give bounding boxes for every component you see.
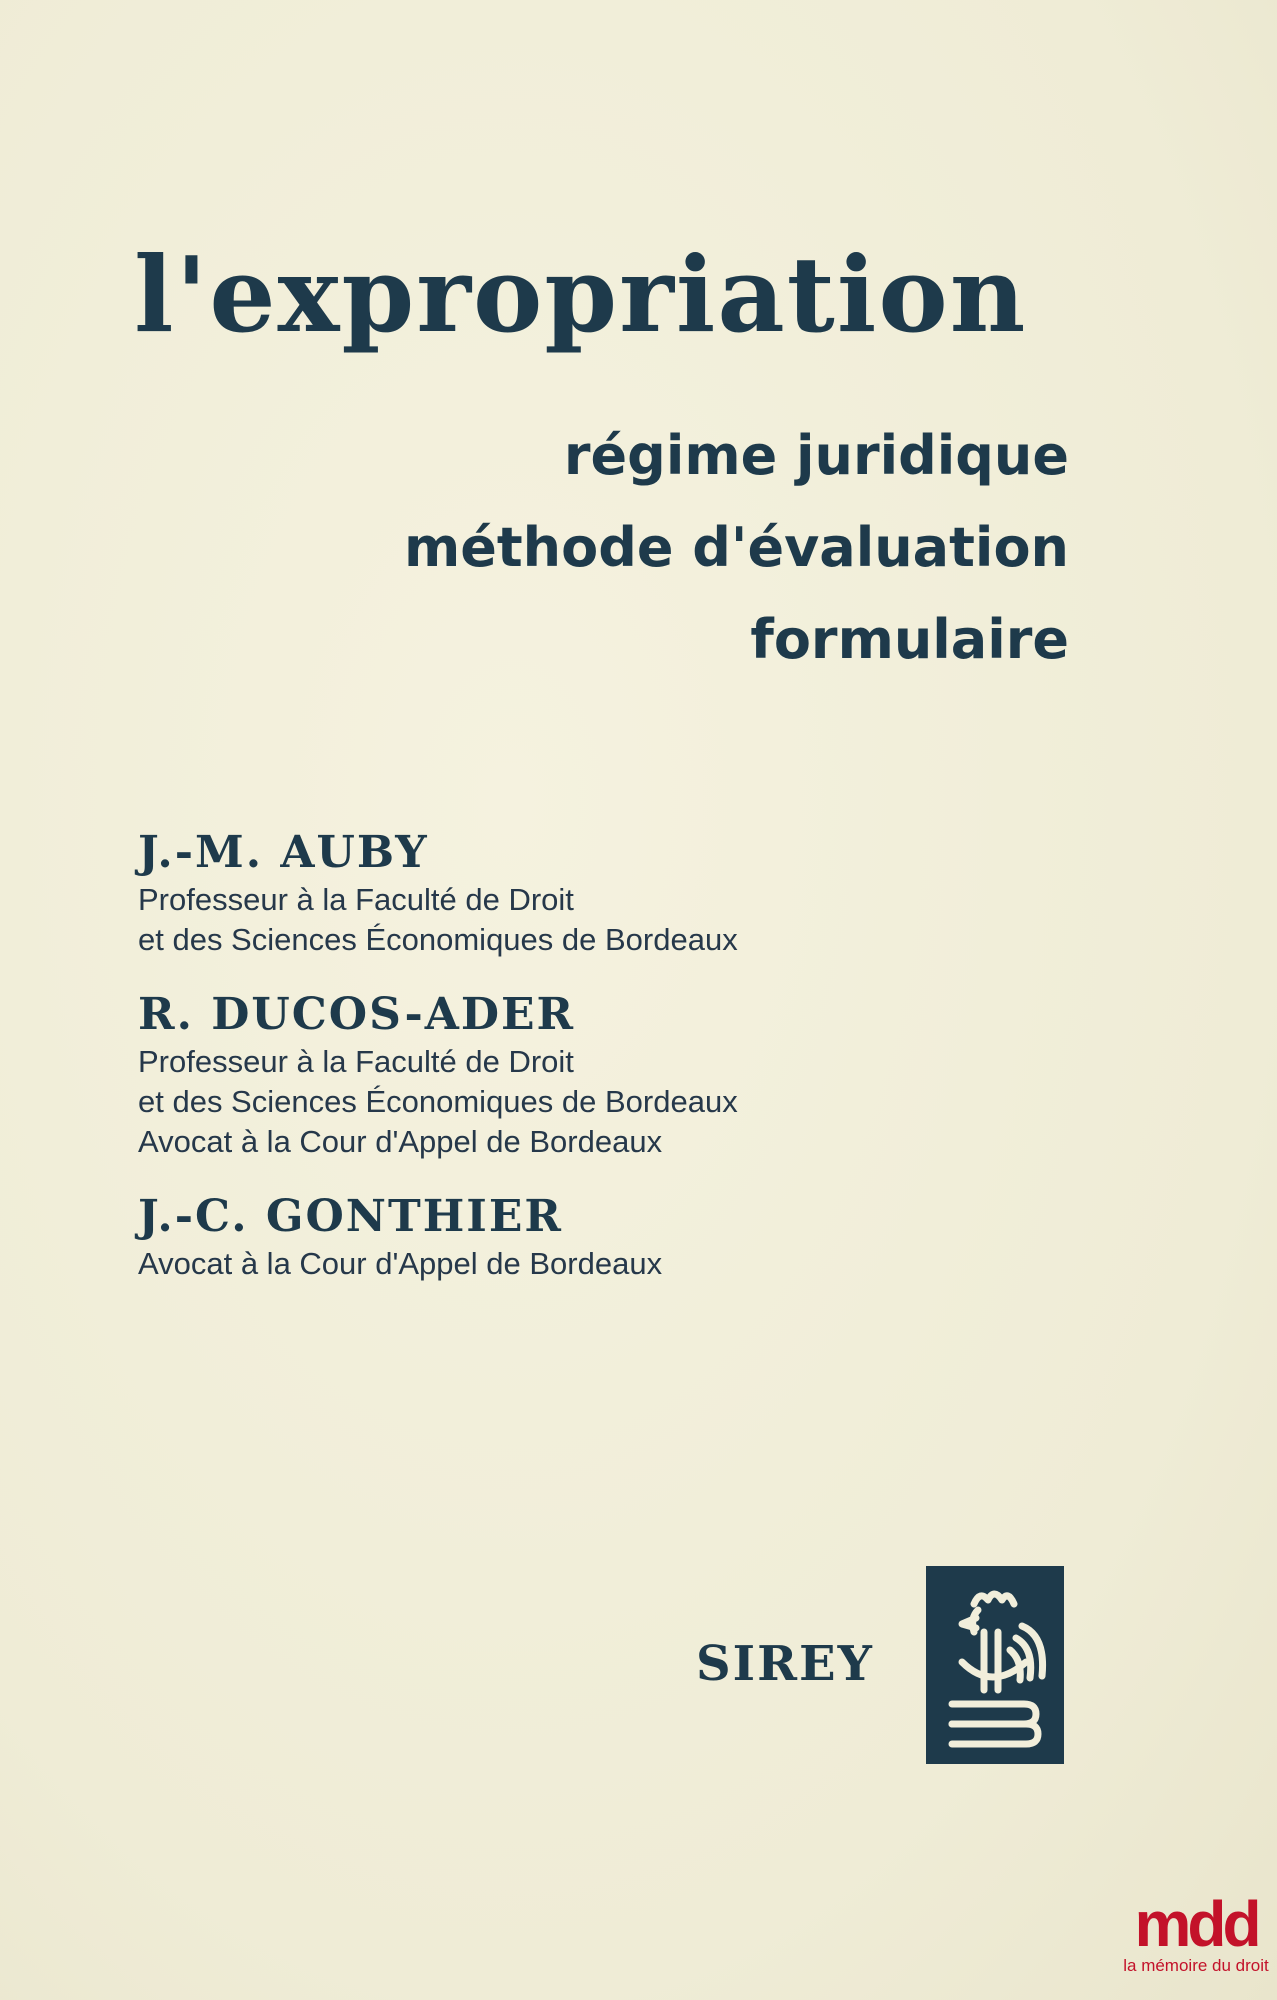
author-role: et des Sciences Économiques de Bordeaux <box>138 922 738 957</box>
author-role: et des Sciences Économiques de Bordeaux <box>138 1084 738 1119</box>
author-entry <box>138 826 738 960</box>
author-role: Avocat à la Cour d'Appel de Bordeaux <box>138 1124 663 1159</box>
author-role: Professeur à la Faculté de Droit <box>138 882 574 917</box>
subtitle-line: formulaire <box>750 608 1069 671</box>
author-role: Professeur à la Faculté de Droit <box>138 1044 574 1079</box>
subtitle-line: méthode d'évaluation <box>403 516 1069 579</box>
book-subtitles <box>404 410 1069 686</box>
author-name: J.-C. GONTHIER <box>138 1191 563 1242</box>
author-entry <box>138 988 738 1162</box>
rooster-on-book-icon <box>926 1566 1064 1764</box>
publisher-name: SIREY <box>696 1636 874 1692</box>
subtitle-line: régime juridique <box>563 424 1069 487</box>
watermark-text: la mémoire du droit <box>1123 1956 1269 1975</box>
watermark-mark: mdd <box>1134 1888 1258 1960</box>
author-entry <box>138 1190 662 1284</box>
watermark-logo <box>1116 1888 1276 2000</box>
author-name: J.-M. AUBY <box>138 827 429 878</box>
author-role: Avocat à la Cour d'Appel de Bordeaux <box>138 1246 663 1281</box>
author-name: R. DUCOS-ADER <box>138 989 576 1040</box>
book-title: l'expropriation <box>134 233 1028 356</box>
